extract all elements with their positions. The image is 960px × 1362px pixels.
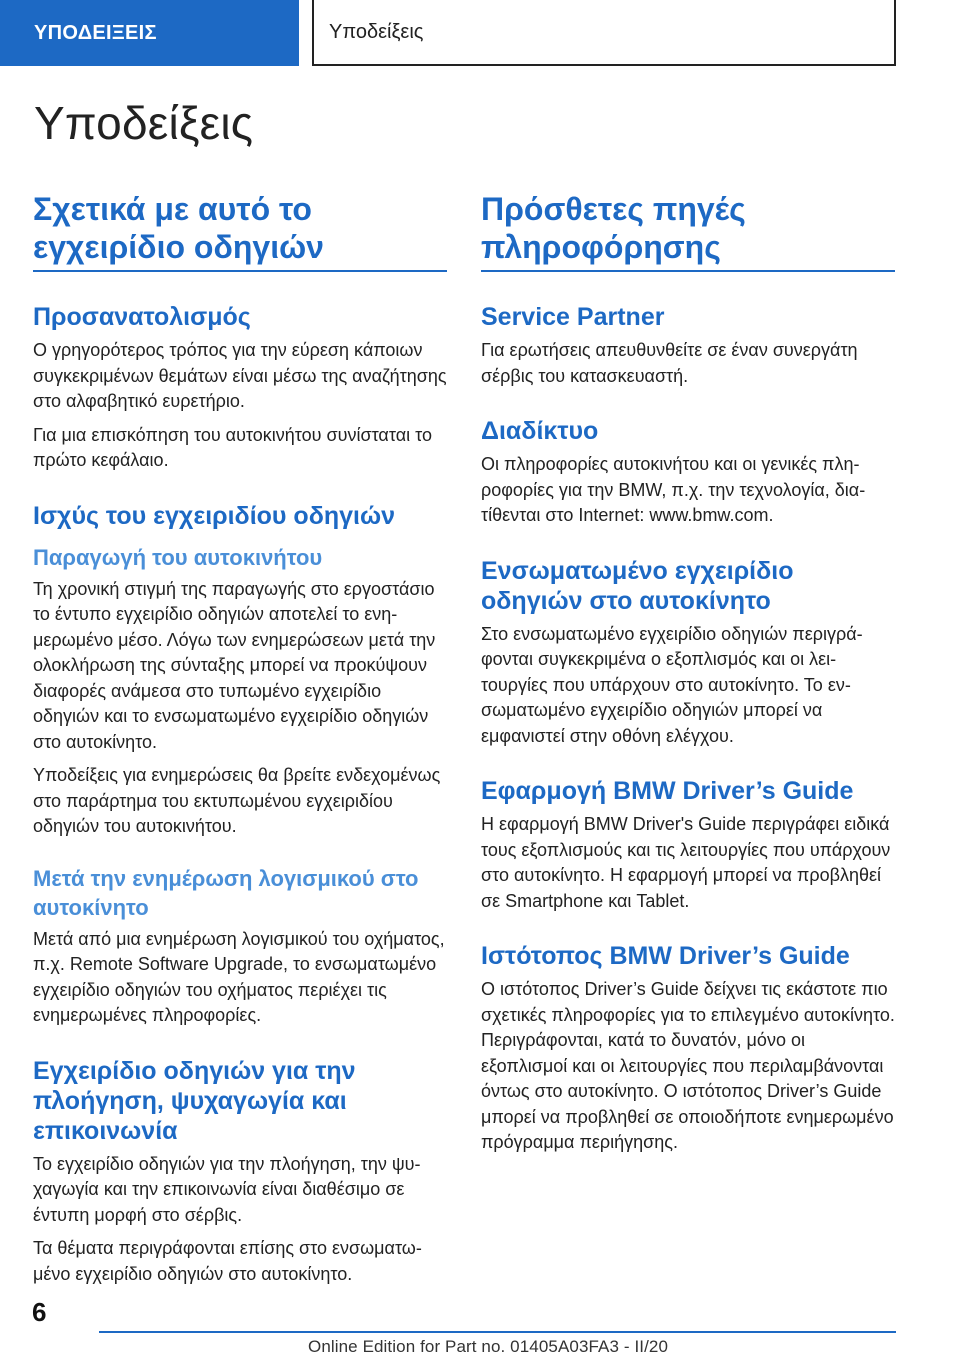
paragraph: Τα θέματα περιγράφονται επίσης στο ενσωματωμένο εγχειρίδιο οδηγιών στο αυτοκίνητο. [33,1238,422,1284]
paragraph: Για ερωτήσεις απευθυνθείτε σε έναν συνεργάτη σέρβις του κατασκευαστή. [481,340,858,386]
paragraph: Μετά από μια ενημέρωση λογισμικού του οχήματος, π.χ. Remote Software Upgrade, το ενσωματωμένο εγχειρίδιο οδηγιών του οχήματος περιέχει τις ενημερωμένες πληροφορίες. [33,928,445,1025]
paragraph: Η εφαρμογή BMW Driver's Guide περιγράφει ειδικά τους εξοπλισμούς και τις λειτουργίες που υπάρχουν στο αυτοκίνητο. Η εφαρμογή μπορεί να προβληθεί σε Smartphone και Tablet. [481,814,891,911]
section-title-about-manual: Σχετικά με αυτό το εγχειρίδιο οδηγιών [33,190,447,272]
right-column [481,190,895,1164]
heading-drivers-guide-app: Εφαρμογή BMW Driver’s Guide [481,777,854,805]
header-bar [0,0,960,66]
heading-internet: Διαδίκτυο [481,417,599,445]
chapter-tab[interactable]: ΥΠΟΔΕΙΞΕΙΣ [0,0,299,66]
subheading-production: Παραγωγή του αυτοκινήτου [33,544,323,570]
paragraph: Στο ενσωματωμένο εγχειρίδιο οδηγιών περιγράφονται συγκεκριμένα ο εξοπλισμός και οι λειτουργίες που υπάρχουν στο αυτοκίνητο. Το ενσωματωμένο εγχειρίδιο οδηγιών μπορεί να εμφανιστεί στην οθόνη ελέγχου. [481,623,863,746]
footer-edition: Online Edition for Part no. 01405A03FA3 - II/20 [308,1337,669,1356]
heading-navigation-manual: Εγχειρίδιο οδηγιών για την πλοήγηση, ψυχαγωγία και επικοινωνία [33,1056,356,1145]
heading-orientation: Προσανατολισμός [33,303,251,331]
paragraph: Οι πληροφορίες αυτοκινήτου και οι γενικές πληροφορίες για την BMW, π.χ. την τεχνολογία, διατίθενται στο Internet: www.bmw.com. [481,454,866,525]
breadcrumb: Υποδείξεις [312,0,896,66]
heading-integrated-manual: Ενσωματωμένο εγχειρίδιο οδηγιών στο αυτοκίνητο [481,556,794,615]
footer-divider [99,1331,896,1333]
page-number: 6 [32,1297,47,1327]
heading-service-partner: Service Partner [481,303,665,331]
subheading-software-update: Μετά την ενημέρωση λογισμικού στο αυτοκίνητο [33,865,419,920]
heading-validity: Ισχύς του εγχειριδίου οδηγιών [33,501,395,530]
left-column [33,190,447,1295]
page-title: Υποδείξεις [34,97,254,149]
paragraph: Τη χρονική στιγμή της παραγωγής στο εργοστάσιο το έντυπο εγχειρίδιο οδηγιών αποτελεί το ενημερωμένο μέσο. Λόγω των ενημερώσεων μετά την ολοκλήρωση της σύνταξης μπορεί να προκύψουν διαφορές ανάμεσα στο τυπωμένο εγχειρίδιο οδηγιών και το ενσωματωμένο εγχειρίδιο οδηγιών στο αυτοκίνητο. [33,578,436,752]
paragraph: Ο γρηγορότερος τρόπος για την εύρεση κάποιων συγκεκριμένων θεμάτων είναι μέσω της αναζήτησης στο αλφαβητικό ευρετήριο. [33,340,447,411]
paragraph: Υποδείξεις για ενημερώσεις θα βρείτε ενδεχομένως στο παράρτημα του εκτυπωμένου εγχειριδίου οδηγιών του αυτοκινήτου. [33,765,441,836]
paragraph: Το εγχειρίδιο οδηγιών για την πλοήγηση, την ψυχαγωγία και την επικοινωνία είναι διαθέσιμο σε έντυπη μορφή στο σέρβις. [33,1153,421,1225]
paragraph: Για μια επισκόπηση του αυτοκινήτου συνίσταται το πρώτο κεφάλαιο. [33,424,432,470]
section-title-additional-sources: Πρόσθετες πηγές πληροφόρησης [481,190,895,272]
heading-drivers-guide-website: Ιστότοπος BMW Driver’s Guide [481,942,850,970]
paragraph: Ο ιστότοπος Driver’s Guide δείχνει τις εκάστοτε πιο σχετικές πληροφορίες για το επιλεγμένο αυτοκίνητο. Περιγράφονται, κατά το δυνατόν, μόνο οι εξοπλισμοί και οι λειτουργίες που περιλαμβάνονται όντως στο αυτοκίνητο. Ο ιστότοπος Driver’s Guide μπορεί να προβληθεί σε οποιοδήποτε ενημερωμένο πρόγραμμα περιήγησης. [481,979,895,1152]
